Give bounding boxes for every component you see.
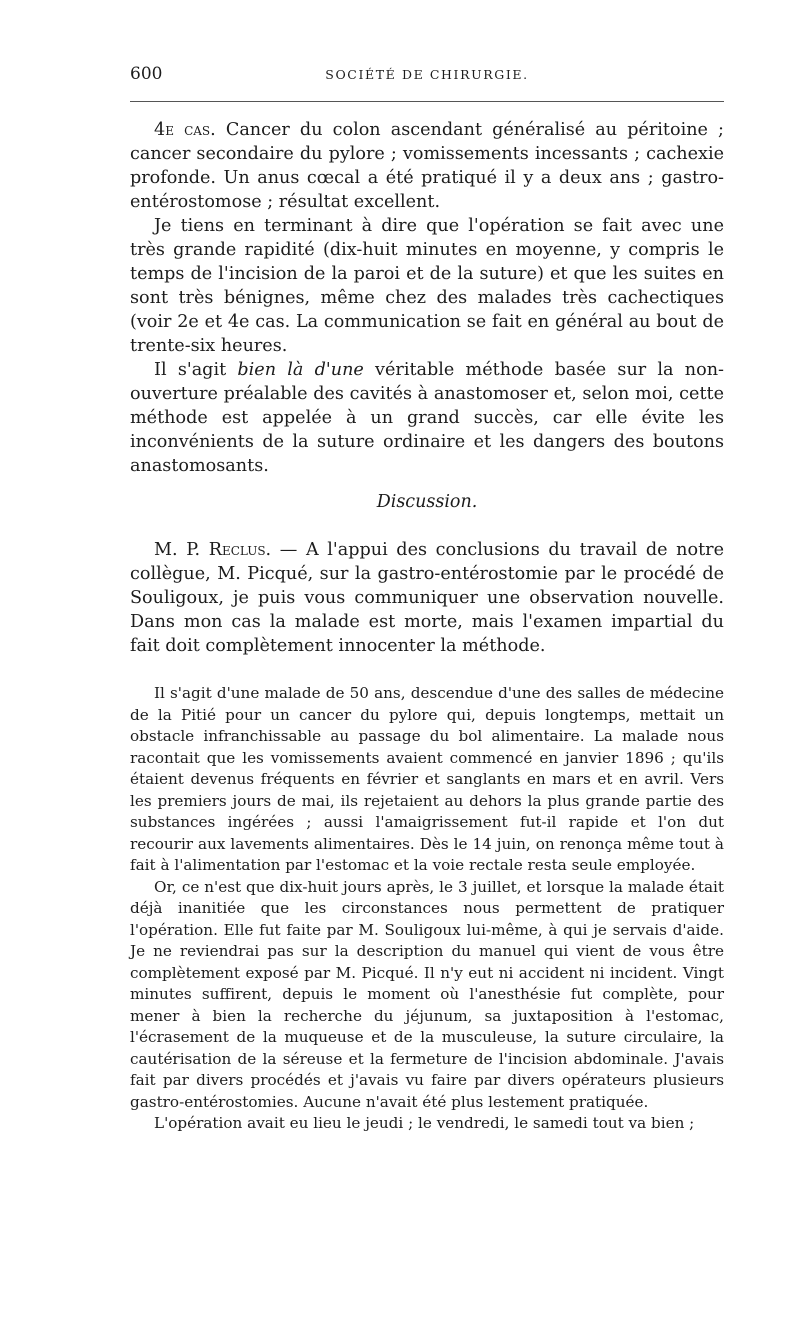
- paragraph-case-4: [130, 118, 724, 214]
- section-heading: Discussion.: [376, 492, 478, 512]
- discussion-text: — A l'appui des conclusions du travail de notre collègue, M. Picqué, sur la gastro-entérostomie par le procédé de Souligoux, je puis vous communiquer une observation nouvelle. Dans mon cas la malade est morte, mais l'examen impartial du fait doit complètement innocenter la méthode.: [130, 540, 724, 656]
- case-4-text: Cancer du colon ascendant généralisé au péritoine ; cancer secondaire du pylore ; vomissements incessants ; cachexie profonde. Un anus cœcal a été pratiqué il y a deux ans ; gastro-entérostomose ; résultat excellent.: [130, 120, 724, 212]
- paragraph-conclusion: Je tiens en terminant à dire que l'opération se fait avec une très grande rapidité (dix-huit minutes en moyenne, y compris le temps de l'incision de la paroi et de la suture) et que les suites en sont très bénignes, même chez des malades très cachectiques (voir 2e et 4e cas. La communication se fait en général au bout de trente-six heures.: [130, 216, 724, 356]
- discussion: [130, 538, 724, 658]
- observation-paragraph-2: Or, ce n'est que dix-huit jours après, le 3 juillet, et lorsque la malade était déjà inanitiée que les circonstances nous permettent de pratiquer l'opération. Elle fut faite par M. Souligoux lui-même, à qui je servais d'aide. Je ne reviendrai pas sur la description du manuel qui vient de vous être complètement exposé par M. Picqué. Il n'y eut ni accident ni incident. Vingt minutes suffirent, depuis le moment où l'anesthésie fut complète, pour mener à bien la recherche du jéjunum, sa juxtaposition à l'estomac, l'écrasement de la muqueuse et de la musculeuse, la suture circulaire, la cautérisation de la séreuse et la fermeture de l'incision abdominale. J'avais fait par divers procédés et j'avais vu faire par divers opérateurs plusieurs gastro-entérostomies. Aucune n'avait été plus lestement pratiquée.: [130, 877, 724, 1111]
- page-header: [130, 62, 724, 92]
- speaker-name: Reclus.: [208, 540, 272, 560]
- page-number: 600: [130, 64, 163, 84]
- paragraph-discussion: [130, 538, 724, 658]
- observation-paragraph-1: Il s'agit d'une malade de 50 ans, descendue d'une des salles de médecine de la Pitié pour un cancer du pylore qui, depuis longtemps, mettait un obstacle infranchissable au passage du bol alimentaire. La malade nous racontait que les vomissements avaient commencé en janvier 1896 ; qu'ils étaient devenus fréquents en février et sanglants en mars et en avril. Vers les premiers jours de mai, ils rejetaient au dehors la plus grande partie des substances ingérées ; aussi l'amaigrissement fut-il rapide et l'on dut recourir aux lavements alimentaires. Dès le 14 juin, on renonça même tout à fait à l'alimentation par l'estomac et la voie rectale resta seule employée.: [130, 684, 724, 874]
- observation: [130, 683, 724, 1135]
- header-rule: [130, 101, 724, 102]
- observation-paragraph-3: L'opération avait eu lieu le jeudi ; le vendredi, le samedi tout va bien ;: [154, 1114, 695, 1132]
- method-text-italic: bien là d'une: [237, 360, 364, 380]
- case-label: 4e cas.: [154, 120, 216, 140]
- speaker-prefix: M. P.: [154, 540, 209, 560]
- page: [130, 62, 724, 92]
- paragraph-method: [130, 358, 724, 478]
- paragraphs-top: [130, 118, 724, 478]
- method-text-before: Il s'agit: [154, 360, 238, 380]
- method-text-after: véritable méthode basée sur la non-ouverture préalable des cavités à anastomoser et, selon moi, cette méthode est appelée à un grand succès, car elle évite les inconvénients de la suture ordinaire et les dangers des boutons anastomosants.: [130, 360, 724, 476]
- running-title: SOCIÉTÉ DE CHIRURGIE.: [325, 67, 529, 82]
